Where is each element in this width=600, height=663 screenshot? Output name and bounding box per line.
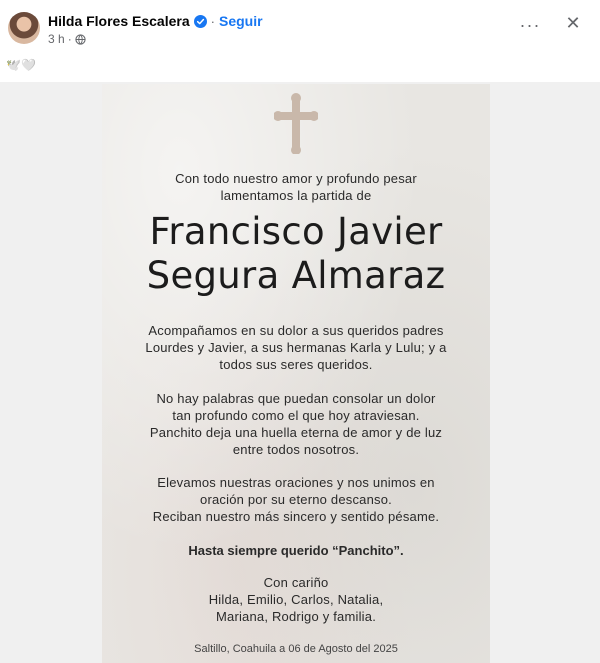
paragraph-line: todos sus seres queridos. — [219, 357, 373, 372]
paragraph-line: Acompañamos en su dolor a sus queridos padres — [148, 323, 444, 338]
signature-line: Hilda, Emilio, Carlos, Natalia, — [208, 592, 384, 607]
name-line: Francisco Javier — [149, 210, 443, 253]
farewell-text: Hasta siempre querido “Panchito”. — [188, 543, 404, 558]
more-options-button[interactable]: ··· — [519, 15, 541, 35]
verified-badge-icon — [194, 15, 207, 28]
author-row — [48, 12, 263, 30]
paragraph-line: Reciban nuestro más sincero y sentido pésame. — [152, 509, 440, 524]
intro-text — [102, 170, 490, 204]
close-icon[interactable]: ✕ — [565, 13, 581, 33]
signature-line: Mariana, Rodrigo y familia. — [215, 609, 377, 624]
name-line: Segura Almaraz — [146, 254, 446, 297]
paragraph-line: tan profundo como el que hoy atraviesan. — [172, 408, 420, 423]
paragraph-line: entre todos nosotros. — [232, 442, 360, 457]
separator: · — [210, 13, 215, 29]
intro-line: Con todo nuestro amor y profundo pesar — [175, 171, 417, 186]
signature-line: Con cariño — [263, 575, 329, 590]
globe-icon[interactable] — [75, 34, 86, 45]
signature — [102, 574, 490, 625]
author-name[interactable]: Hilda Flores Escalera — [48, 13, 190, 29]
intro-line: lamentamos la partida de — [220, 188, 372, 203]
paragraph-line: Elevamos nuestras oraciones y nos unimos en — [157, 475, 435, 490]
condolence-paragraph — [102, 390, 490, 458]
post-time[interactable]: 3 h — [48, 32, 65, 46]
condolence-paragraph — [102, 474, 490, 525]
deceased-name — [102, 210, 490, 298]
paragraph-line: oración por su eterno descanso. — [200, 492, 392, 507]
paragraph-line: No hay palabras que puedan consolar un dolor — [156, 391, 436, 406]
avatar[interactable] — [8, 12, 40, 44]
memorial-card — [102, 84, 490, 663]
paragraph-line: Panchito deja una huella eterna de amor y de luz — [149, 425, 443, 440]
post-meta — [48, 32, 86, 46]
follow-button[interactable]: Seguir — [218, 13, 263, 29]
cross-icon — [274, 92, 318, 154]
paragraph-line: Lourdes y Javier, a sus hermanas Karla y Lulu; y a — [145, 340, 447, 355]
meta-separator: · — [67, 32, 72, 46]
post-header — [0, 0, 600, 83]
place-date: Saltillo, Coahuila a 06 de Agosto del 2025 — [194, 643, 398, 655]
condolence-paragraph — [102, 322, 490, 373]
post-text: 🕊️🤍 — [6, 58, 36, 72]
